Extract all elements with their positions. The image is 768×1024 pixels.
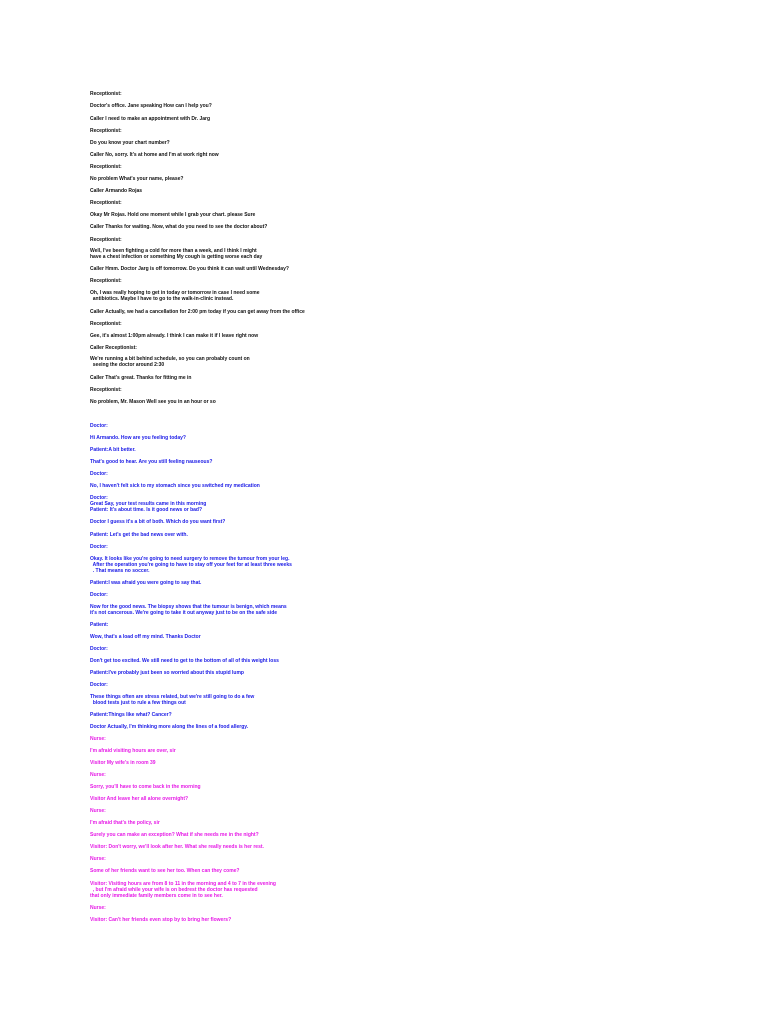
dialogue-line: . That means no soccer. — [90, 568, 150, 574]
dialogue-line: Caller Thanks for waiting. Now, what do you need to see the doctor about? — [90, 224, 268, 230]
dialogue-line: Doctor: — [90, 544, 108, 550]
dialogue-line: Nurse: — [90, 905, 106, 911]
dialogue-line: Visitor: Visiting hours are from 8 to 11 in the morning and 4 to 7 in the evening — [90, 881, 276, 887]
dialogue-line: Doctor: — [90, 682, 108, 688]
dialogue-line: Great Say, your test results came in this morning — [90, 501, 207, 507]
dialogue-line: Wow, that's a load off my mind. Thanks Doctor — [90, 634, 201, 640]
dialogue-line: have a chest infection or something My cough is getting worse each day — [90, 254, 263, 260]
dialogue-line: Receptionist: — [90, 278, 122, 284]
dialogue-line: Doctor: — [90, 471, 108, 477]
dialogue-line: Patient: It's about time. Is it good news or bad? — [90, 507, 203, 513]
dialogue-line: Receptionist: — [90, 164, 122, 170]
dialogue-line: Gee, it's almost 1:00pm already. I think I can make it if I leave right now — [90, 333, 259, 339]
dialogue-line: I'm afraid visiting hours are over, sir — [90, 748, 176, 754]
dialogue-line: Nurse: — [90, 736, 106, 742]
dialogue-line: Doctor: — [90, 423, 108, 429]
dialogue-line: antibiotics. Maybe I have to go to the walk-in-clinic instead. — [90, 296, 234, 302]
dialogue-line: Patient: — [90, 622, 109, 628]
dialogue-line: These things often are stress related, but we're still going to do a few — [90, 694, 255, 700]
dialogue-line: Patient:I've probably just been so worried about this stupid lump — [90, 670, 244, 676]
dialogue-line: it's not cancerous. We're going to take it out anyway just to be on the safe side — [90, 610, 278, 616]
dialogue-line: Visitor And leave her all alone overnight? — [90, 796, 189, 802]
dialogue-line: Caller Actually, we had a cancellation for 2:00 pm today if you can get away from the office — [90, 309, 305, 315]
dialogue-line: No problem What's your name, please? — [90, 176, 184, 182]
dialogue-line: , but I'm afraid while your wife is on bedrest the doctor has requested — [90, 887, 258, 893]
dialogue-line: Receptionist: — [90, 237, 122, 243]
dialogue-line: Receptionist: — [90, 128, 122, 134]
dialogue-line: Caller No, sorry. It's at home and I'm at work right now — [90, 152, 219, 158]
dialogue-line: Caller Receptionist: — [90, 345, 137, 351]
dialogue-line: I'm afraid that's the policy, sir — [90, 820, 160, 826]
dialogue-line: Receptionist: — [90, 200, 122, 206]
dialogue-line: Nurse: — [90, 772, 106, 778]
dialogue-line: Patient:A bit better. — [90, 447, 136, 453]
dialogue-line: seeing the doctor around 2:30 — [90, 362, 165, 368]
dialogue-line: Some of her friends want to see her too. When can they come? — [90, 868, 240, 874]
dialogue-line: Surely you can make an exception? What if she needs me in the night? — [90, 832, 259, 838]
dialogue-line: Doctor: — [90, 646, 108, 652]
dialogue-line: Visitor: Don't worry, we'll look after her. What she really needs is her rest. — [90, 844, 264, 850]
dialogue-line: No, I haven't felt sick to my stomach since you switched my medication — [90, 483, 260, 489]
dialogue-line: Hi Armando. How are you feeling today? — [90, 435, 186, 441]
dialogue-line: Oh, I was really hoping to get in today or tomorrow in case I need some — [90, 290, 260, 296]
dialogue-line: Do you know your chart number? — [90, 140, 170, 146]
dialogue-line: Sorry, you'll have to come back in the morning — [90, 784, 201, 790]
dialogue-line: Well, I've been fighting a cold for more than a week, and I think I might — [90, 248, 257, 254]
dialogue-line: Receptionist: — [90, 387, 122, 393]
dialogue-line: Patient:Things like what? Cancer? — [90, 712, 172, 718]
dialogue-line: Doctor I guess it's a bit of both. Which do you want first? — [90, 519, 226, 525]
dialogue-line: Receptionist: — [90, 91, 122, 97]
dialogue-line: Okay Mr Rojas. Hold one moment while I grab your chart. please Sure — [90, 212, 256, 218]
dialogue-line: Doctor: — [90, 495, 108, 501]
dialogue-line: Doctor's office. Jane speaking How can I help you? — [90, 103, 212, 109]
dialogue-line: That's good to hear. Are you still feeling nauseous? — [90, 459, 213, 465]
dialogue-line: Nurse: — [90, 856, 106, 862]
dialogue-line: Patient: Let's get the bad news over with. — [90, 532, 188, 538]
dialogue-line: that only immediate family members come in to see her. — [90, 893, 223, 899]
dialogue-line: Now for the good news. The biopsy shows that the tumour is benign, which means — [90, 604, 287, 610]
dialogue-line: Doctor Actually, I'm thinking more along the lines of a food allergy. — [90, 724, 249, 730]
dialogue-line: Receptionist: — [90, 321, 122, 327]
dialogue-line: blood tests just to rule a few things out — [90, 700, 186, 706]
dialogue-line: Visitor: Can't her friends even stop by to bring her flowers? — [90, 917, 232, 923]
dialogue-line: Patient:I was afraid you were going to say that. — [90, 580, 202, 586]
dialogue-line: Doctor: — [90, 592, 108, 598]
dialogue-line: We're running a bit behind schedule, so you can probably count on — [90, 356, 250, 362]
dialogue-line: No problem, Mr. Mason Well see you in an hour or so — [90, 399, 216, 405]
dialogue-line: Visitor My wife's in room 39 — [90, 760, 156, 766]
dialogue-line: Okay. It looks like you're going to need surgery to remove the tumour from your leg. — [90, 556, 290, 562]
dialogue-line: After the operation you're going to have to stay off your feet for at least three weeks — [90, 562, 292, 568]
dialogue-line: Caller That's great. Thanks for fitting me in — [90, 375, 192, 381]
dialogue-line: Caller I need to make an appointment with Dr. Jarg — [90, 116, 211, 122]
dialogue-line: Caller Hmm. Doctor Jarg is off tomorrow. Do you think it can wait until Wednesday? — [90, 266, 289, 272]
dialogue-line: Caller Armando Rojas — [90, 188, 143, 194]
dialogue-line: Don't get too excited. We still need to get to the bottom of all of this weight loss — [90, 658, 279, 664]
dialogue-line: Nurse: — [90, 808, 106, 814]
